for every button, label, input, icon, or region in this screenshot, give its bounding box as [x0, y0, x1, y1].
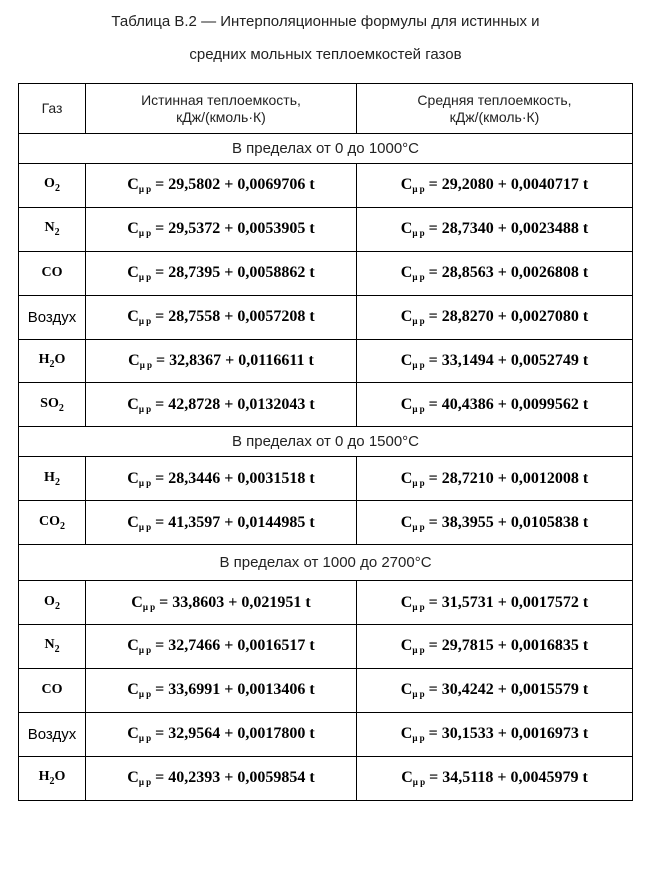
- gas-subscript: 2: [58, 402, 64, 414]
- formula-subscript: μ p: [138, 272, 152, 283]
- formula-subscript: μ p: [138, 316, 152, 327]
- true-capacity-formula: [86, 457, 357, 501]
- coefficient-b: 0,0016835: [510, 637, 579, 655]
- table-row: [19, 339, 633, 383]
- true-capacity-formula: [86, 207, 357, 251]
- table-row: [19, 501, 633, 545]
- coefficient-a: 38,3955: [441, 513, 494, 531]
- coefficient-b: 0,0016973: [510, 725, 579, 743]
- plus-sign: +: [220, 395, 238, 413]
- formula-subscript: μ p: [138, 184, 152, 195]
- plus-sign: +: [493, 352, 511, 369]
- mean-capacity-formula: [357, 251, 633, 295]
- gas-cell: [19, 164, 86, 208]
- formula-subscript: μ p: [412, 228, 425, 239]
- plus-sign: +: [220, 220, 238, 238]
- table-row: [19, 712, 633, 756]
- formula-symbol: C: [400, 593, 413, 611]
- header-mean-capacity: [357, 84, 633, 134]
- equals-sign: =: [151, 395, 169, 413]
- gas-formula: N: [44, 637, 55, 653]
- formula-variable: t: [582, 352, 589, 369]
- section-title: В пределах от 0 до 1000°С: [19, 134, 633, 164]
- formula-variable: t: [309, 308, 315, 326]
- coefficient-a: 40,2393: [168, 769, 221, 787]
- plus-sign: +: [493, 395, 511, 413]
- gas-cell: [19, 625, 86, 669]
- formula-symbol: C: [127, 725, 139, 743]
- coefficient-a: 28,8563: [441, 264, 494, 282]
- equals-sign: =: [151, 681, 169, 699]
- header-row: [19, 84, 633, 134]
- equals-sign: =: [155, 593, 173, 611]
- gas-cell: [19, 207, 86, 251]
- heat-capacity-table: [18, 83, 633, 801]
- coefficient-b: 0,0052749: [510, 352, 579, 369]
- mean-capacity-formula: [357, 625, 633, 669]
- coefficient-a: 40,4386: [441, 395, 494, 413]
- true-capacity-formula: [86, 756, 357, 800]
- table-row: [19, 383, 633, 427]
- table-row: [19, 581, 633, 625]
- formula-symbol: C: [127, 513, 139, 531]
- coefficient-a: 29,7815: [441, 637, 494, 655]
- formula-variable: t: [305, 593, 311, 611]
- gas-formula: Воздух: [27, 308, 77, 326]
- section-title: В пределах от 0 до 1500°С: [19, 427, 633, 457]
- table-row: [19, 625, 633, 669]
- gas-subscript: 2: [54, 227, 60, 239]
- coefficient-b: 0,0045979: [510, 769, 579, 787]
- true-capacity-formula: [86, 581, 357, 625]
- true-capacity-formula: [86, 625, 357, 669]
- coefficient-b: 0,0017800: [237, 725, 306, 743]
- formula-variable: t: [309, 469, 315, 487]
- plus-sign: +: [220, 725, 238, 743]
- coefficient-a: 29,5372: [168, 220, 221, 238]
- section-row: [19, 134, 633, 164]
- plus-sign: +: [493, 725, 511, 743]
- equals-sign: =: [424, 637, 442, 655]
- equals-sign: =: [151, 308, 169, 326]
- gas-formula: O: [44, 176, 55, 192]
- coefficient-a: 28,8270: [441, 308, 494, 326]
- formula-symbol: C: [400, 637, 413, 655]
- gas-cell: [19, 251, 86, 295]
- equals-sign: =: [424, 220, 442, 238]
- gas-cell: [19, 501, 86, 545]
- coefficient-a: 28,7210: [441, 469, 494, 487]
- formula-variable: t: [582, 264, 589, 282]
- formula-variable: t: [582, 681, 589, 699]
- coefficient-b: 0,0015579: [510, 681, 579, 699]
- formula-symbol: C: [127, 220, 139, 238]
- equals-sign: =: [424, 681, 442, 699]
- mean-capacity-formula: [357, 207, 633, 251]
- formula-variable: t: [582, 593, 589, 611]
- coefficient-a: 33,1494: [441, 352, 494, 369]
- formula-variable: t: [309, 220, 315, 238]
- coefficient-b: 0,0013406: [237, 681, 306, 699]
- table-row: [19, 756, 633, 800]
- plus-sign: +: [493, 513, 511, 531]
- equals-sign: =: [424, 395, 442, 413]
- coefficient-b: 0,0116611: [238, 352, 305, 369]
- caption-line-2: средних мольных теплоемкостей газов: [189, 46, 462, 63]
- mean-capacity-formula: [357, 668, 633, 712]
- formula-subscript: μ p: [412, 777, 426, 788]
- gas-subscript: 2: [54, 183, 60, 195]
- plus-sign: +: [493, 176, 511, 194]
- gas-cell: [19, 339, 86, 383]
- formula-subscript: μ p: [138, 477, 152, 488]
- formula-symbol: C: [127, 681, 139, 699]
- equals-sign: =: [425, 769, 443, 787]
- equals-sign: =: [151, 469, 169, 487]
- gas-formula: CO: [39, 513, 60, 529]
- formula-variable: t: [309, 264, 315, 282]
- formula-symbol: C: [127, 176, 139, 194]
- formula-variable: t: [309, 176, 315, 194]
- equals-sign: =: [152, 352, 170, 369]
- true-capacity-formula: [86, 339, 357, 383]
- formula-symbol: C: [131, 593, 143, 611]
- formula-symbol: C: [128, 352, 140, 369]
- coefficient-a: 32,8367: [169, 352, 222, 369]
- coefficient-b: 0,0053905: [237, 220, 306, 238]
- formula-variable: t: [309, 769, 315, 787]
- coefficient-a: 28,7340: [441, 220, 494, 238]
- coefficient-a: 34,5118: [442, 769, 494, 787]
- gas-cell: [19, 756, 86, 800]
- coefficient-b: 0,0058862: [237, 264, 306, 282]
- formula-variable: t: [582, 637, 589, 655]
- formula-subscript: μ p: [138, 521, 152, 532]
- formula-variable: t: [582, 308, 589, 326]
- mean-capacity-formula: [357, 295, 633, 339]
- formula-symbol: C: [400, 395, 413, 413]
- table-row: [19, 295, 633, 339]
- equals-sign: =: [151, 176, 169, 194]
- formula-symbol: C: [127, 469, 139, 487]
- coefficient-b: 0,0132043: [237, 395, 306, 413]
- plus-sign: +: [221, 352, 239, 369]
- equals-sign: =: [424, 264, 442, 282]
- formula-symbol: C: [400, 469, 413, 487]
- section-row: [19, 545, 633, 581]
- coefficient-a: 41,3597: [168, 513, 221, 531]
- coefficient-b: 0,0057208: [237, 308, 306, 326]
- formula-variable: t: [308, 352, 314, 369]
- coefficient-b: 0,0059854: [237, 769, 306, 787]
- true-capacity-formula: [86, 383, 357, 427]
- coefficient-a: 33,6991: [168, 681, 221, 699]
- plus-sign: +: [220, 469, 238, 487]
- formula-subscript: μ p: [138, 689, 152, 700]
- formula-symbol: C: [127, 637, 139, 655]
- plus-sign: +: [220, 308, 238, 326]
- equals-sign: =: [424, 593, 442, 611]
- header-true-units: кДж/(кмоль·К): [176, 108, 266, 125]
- formula-symbol: C: [400, 513, 413, 531]
- true-capacity-formula: [86, 712, 357, 756]
- equals-sign: =: [424, 469, 442, 487]
- gas-subscript: 2: [54, 600, 60, 612]
- plus-sign: +: [224, 593, 242, 611]
- coefficient-a: 29,5802: [168, 176, 221, 194]
- equals-sign: =: [424, 176, 442, 194]
- plus-sign: +: [220, 681, 238, 699]
- gas-formula: CO: [41, 682, 63, 698]
- gas-subscript: 2: [54, 644, 60, 656]
- gas-cell: [19, 668, 86, 712]
- formula-subscript: μ p: [138, 403, 152, 414]
- gas-cell: [19, 457, 86, 501]
- plus-sign: +: [493, 308, 511, 326]
- mean-capacity-formula: [357, 712, 633, 756]
- formula-variable: t: [582, 220, 589, 238]
- header-true-capacity: [86, 84, 357, 134]
- formula-variable: t: [582, 469, 589, 487]
- gas-formula: SO: [40, 395, 59, 411]
- header-mean-units: кДж/(кмоль·К): [449, 108, 540, 125]
- coefficient-b: 0,0017572: [510, 593, 579, 611]
- plus-sign: +: [220, 769, 238, 787]
- formula-symbol: C: [400, 725, 413, 743]
- formula-subscript: μ p: [412, 601, 425, 612]
- plus-sign: +: [493, 681, 511, 699]
- coefficient-a: 28,3446: [168, 469, 221, 487]
- plus-sign: +: [493, 469, 511, 487]
- equals-sign: =: [424, 513, 442, 531]
- equals-sign: =: [151, 725, 169, 743]
- plus-sign: +: [220, 264, 238, 282]
- table-row: [19, 668, 633, 712]
- formula-variable: t: [582, 176, 589, 194]
- table-row: [19, 164, 633, 208]
- coefficient-a: 28,7395: [168, 264, 221, 282]
- plus-sign: +: [493, 264, 511, 282]
- true-capacity-formula: [86, 668, 357, 712]
- formula-subscript: μ p: [142, 601, 156, 612]
- gas-formula: CO: [41, 265, 63, 281]
- gas-cell: [19, 581, 86, 625]
- gas-formula: Воздух: [27, 725, 77, 743]
- table-row: [19, 207, 633, 251]
- plus-sign: +: [220, 176, 238, 194]
- plus-sign: +: [493, 637, 511, 655]
- formula-subscript: μ p: [412, 477, 425, 488]
- formula-subscript: μ p: [412, 521, 425, 532]
- true-capacity-formula: [86, 164, 357, 208]
- plus-sign: +: [220, 637, 238, 655]
- coefficient-b: 0,0026808: [510, 264, 579, 282]
- formula-symbol: C: [400, 681, 413, 699]
- gas-cell: [19, 295, 86, 339]
- section-title: В пределах от 1000 до 2700°С: [19, 545, 633, 581]
- formula-symbol: C: [127, 395, 139, 413]
- true-capacity-formula: [86, 251, 357, 295]
- formula-symbol: C: [400, 264, 413, 282]
- equals-sign: =: [151, 769, 169, 787]
- formula-subscript: μ p: [138, 777, 152, 788]
- formula-subscript: μ p: [412, 689, 425, 700]
- plus-sign: +: [493, 769, 511, 787]
- formula-subscript: μ p: [412, 733, 425, 744]
- formula-variable: t: [309, 725, 315, 743]
- coefficient-a: 31,5731: [441, 593, 494, 611]
- coefficient-b: 0,0040717: [510, 176, 579, 194]
- formula-subscript: μ p: [412, 316, 425, 327]
- coefficient-a: 42,8728: [168, 395, 221, 413]
- formula-subscript: μ p: [139, 360, 153, 370]
- section-row: [19, 427, 633, 457]
- plus-sign: +: [493, 220, 511, 238]
- formula-symbol: C: [127, 308, 139, 326]
- mean-capacity-formula: [357, 383, 633, 427]
- formula-variable: t: [582, 725, 589, 743]
- gas-cell: [19, 383, 86, 427]
- coefficient-b: 0,0012008: [510, 469, 579, 487]
- formula-symbol: C: [127, 769, 139, 787]
- formula-subscript: μ p: [412, 645, 425, 656]
- equals-sign: =: [424, 725, 442, 743]
- gas-subscript: 2: [60, 520, 65, 532]
- coefficient-b: 0,0016517: [237, 637, 306, 655]
- coefficient-b: 0,0023488: [510, 220, 579, 238]
- mean-capacity-formula: [357, 501, 633, 545]
- formula-symbol: C: [400, 352, 413, 369]
- formula-symbol: C: [400, 308, 413, 326]
- formula-symbol: C: [400, 220, 413, 238]
- header-mean-title: Средняя теплоемкость,: [417, 91, 572, 108]
- table-row: [19, 457, 633, 501]
- coefficient-a: 32,9564: [168, 725, 221, 743]
- formula-variable: t: [582, 395, 589, 413]
- coefficient-b: 0,0031518: [237, 469, 306, 487]
- formula-symbol: C: [401, 769, 413, 787]
- true-capacity-formula: [86, 501, 357, 545]
- header-true-title: Истинная теплоемкость,: [141, 91, 301, 108]
- formula-variable: t: [309, 513, 315, 531]
- gas-formula: O: [44, 593, 55, 609]
- mean-capacity-formula: [357, 164, 633, 208]
- formula-subscript: μ p: [138, 228, 152, 239]
- plus-sign: +: [493, 593, 511, 611]
- equals-sign: =: [151, 513, 169, 531]
- coefficient-a: 28,7558: [168, 308, 221, 326]
- table-row: [19, 251, 633, 295]
- formula-variable: t: [309, 395, 315, 413]
- header-gas: Газ: [19, 84, 86, 134]
- coefficient-b: 0,0027080: [510, 308, 579, 326]
- coefficient-a: 33,8603: [172, 593, 225, 611]
- equals-sign: =: [151, 220, 169, 238]
- formula-symbol: C: [400, 176, 413, 194]
- true-capacity-formula: [86, 295, 357, 339]
- formula-subscript: μ p: [412, 184, 425, 195]
- plus-sign: +: [220, 513, 238, 531]
- coefficient-a: 30,1533: [441, 725, 494, 743]
- equals-sign: =: [424, 308, 442, 326]
- coefficient-b: 0,0069706: [237, 176, 306, 194]
- gas-formula: $H_2O$: [38, 769, 66, 788]
- equals-sign: =: [424, 352, 442, 369]
- coefficient-a: 30,4242: [441, 681, 494, 699]
- gas-subscript: 2: [54, 476, 60, 488]
- coefficient-a: 29,2080: [441, 176, 494, 194]
- formula-symbol: C: [127, 264, 139, 282]
- coefficient-b: 0,0105838: [510, 513, 579, 531]
- formula-subscript: μ p: [412, 403, 425, 414]
- equals-sign: =: [151, 264, 169, 282]
- gas-formula: N: [44, 220, 55, 236]
- formula-subscript: μ p: [412, 272, 425, 283]
- coefficient-a: 32,7466: [168, 637, 221, 655]
- mean-capacity-formula: [357, 457, 633, 501]
- caption-line-1: Таблица В.2 — Интерполяционные формулы для истинных и: [111, 13, 540, 30]
- mean-capacity-formula: [357, 756, 633, 800]
- coefficient-b: 0,021951: [241, 593, 302, 611]
- formula-variable: t: [582, 513, 589, 531]
- gas-cell: [19, 712, 86, 756]
- coefficient-b: 0,0144985: [237, 513, 306, 531]
- formula-variable: t: [309, 681, 315, 699]
- coefficient-b: 0,0099562: [510, 395, 579, 413]
- gas-formula: H: [44, 469, 55, 485]
- mean-capacity-formula: [357, 581, 633, 625]
- formula-variable: t: [309, 637, 315, 655]
- formula-variable: t: [582, 769, 588, 787]
- formula-subscript: μ p: [138, 645, 152, 656]
- gas-formula: $H_2O$: [38, 352, 66, 370]
- formula-subscript: μ p: [412, 360, 425, 370]
- formula-subscript: μ p: [138, 733, 152, 744]
- equals-sign: =: [151, 637, 169, 655]
- mean-capacity-formula: [357, 339, 633, 383]
